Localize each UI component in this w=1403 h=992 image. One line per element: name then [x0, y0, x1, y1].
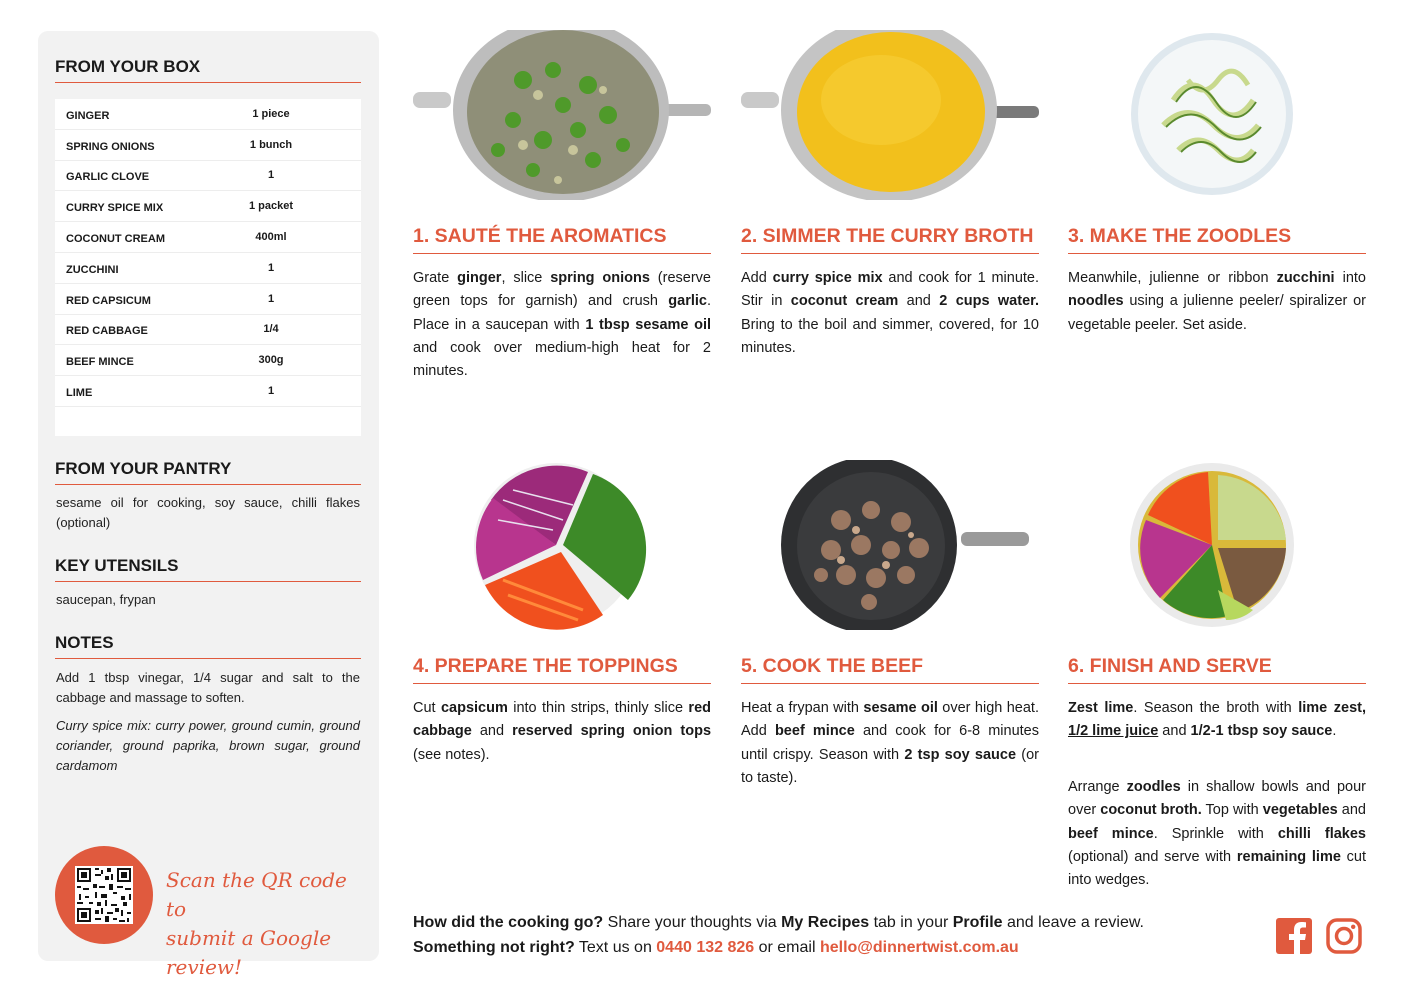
ingredient-name: RED CAPSICUM — [66, 294, 151, 307]
step-5-photo — [741, 460, 1039, 630]
ingredient-name: RED CABBAGE — [66, 325, 148, 338]
step-6-text-2: Arrange zoodles in shallow bowls and pour over coconut broth. Top with vegetables and beef mince. Sprinkle with chilli flakes (optional) and serve with remaining lime cut into wedges. — [1068, 779, 1367, 889]
notes-heading: NOTES — [55, 633, 361, 659]
ingredient-row — [55, 161, 361, 192]
step-2-photo — [741, 30, 1039, 200]
notes-text: Add 1 tbsp vinegar, 1/4 sugar and salt to the cabbage and massage to soften. — [56, 670, 360, 705]
step-6-text: Zest lime. Season the broth with lime zest, 1/2 lime juice and 1/2-1 tbsp soy sauce. — [1068, 700, 1366, 740]
ingredient-qty: 300g — [258, 354, 284, 367]
ingredient-row — [55, 284, 361, 315]
step-6-title: 6. FINISH AND SERVE — [1068, 655, 1366, 684]
ingredient-qty: 1 — [267, 292, 275, 305]
instagram-icon[interactable] — [1326, 918, 1362, 954]
facebook-icon[interactable] — [1276, 918, 1312, 954]
ingredient-qty: 1 packet — [248, 200, 294, 213]
ingredient-name: GINGER — [66, 109, 110, 122]
ingredient-row — [55, 253, 361, 284]
ingredient-row — [55, 315, 361, 346]
notes-italic-text: Curry spice mix: curry power, ground cumin, ground coriander, ground paprika, brown sugar, ground cardamom — [56, 718, 360, 773]
feedback-footer — [413, 910, 1273, 960]
ingredient-qty: 1 — [267, 261, 275, 274]
qr-line-2: submit a Google review! — [166, 926, 332, 979]
sidebar-panel — [38, 31, 379, 979]
ingredient-name: COCONUT CREAM — [66, 233, 165, 246]
ingredient-name: BEEF MINCE — [66, 356, 134, 369]
step-5-title: 5. COOK THE BEEF — [741, 655, 1039, 684]
step-1-text: Grate ginger, slice spring onions (reserve green tops for garnish) and crush garlic. Place in a saucepan with 1 tbsp sesame oil and cook over medium-high heat for 2 minutes. — [413, 270, 711, 380]
ingredient-name: ZUCCHINI — [66, 263, 119, 276]
step-2-text: Add curry spice mix and cook for 1 minute. Stir in coconut cream and 2 cups water. Bring to the boil and simmer, covered, for 10 minutes. — [741, 270, 1040, 356]
footer-line-1: How did the cooking go? Share your thoughts via My Recipes tab in your Profile and leave a review. — [413, 914, 1144, 931]
ingredient-name: SPRING ONIONS — [66, 140, 155, 153]
step-6-photo — [1068, 460, 1366, 630]
qr-line-1: Scan the QR code to — [166, 868, 347, 921]
ingredient-qty: 1 — [267, 169, 275, 182]
ingredient-name: LIME — [66, 387, 93, 400]
utensils-text: saucepan, frypan — [56, 592, 156, 607]
step-5-text: Heat a frypan with sesame oil over high heat. Add beef mince and cook for 6-8 minutes until crispy. Season with 2 tsp soy sauce (or to taste). — [741, 700, 1039, 786]
step-3-photo — [1068, 30, 1366, 200]
pantry-text: sesame oil for cooking, soy sauce, chilli flakes (optional) — [56, 495, 360, 530]
ingredient-row — [55, 99, 361, 130]
step-3-text: Meanwhile, julienne or ribbon zucchini into noodles using a julienne peeler/ spiralizer or vegetable peeler. Set aside. — [1068, 270, 1366, 333]
ingredient-qty: 1 bunch — [249, 138, 293, 151]
key-utensils-heading: KEY UTENSILS — [55, 556, 361, 582]
ingredient-qty: 400ml — [255, 231, 287, 244]
ingredient-qty: 1/4 — [263, 323, 279, 336]
email-link[interactable]: hello@dinnertwist.com.au — [819, 939, 1019, 956]
ingredient-row — [55, 191, 361, 222]
ingredient-name: CURRY SPICE MIX — [66, 202, 164, 215]
ingredients-table — [55, 99, 361, 436]
step-4-text: Cut capsicum into thin strips, thinly slice red cabbage and reserved spring onion tops (see notes). — [413, 700, 712, 763]
step-1-title: 1. SAUTÉ THE AROMATICS — [413, 225, 711, 254]
ingredient-name: GARLIC CLOVE — [66, 171, 150, 184]
ingredient-row — [55, 222, 361, 253]
ingredient-row — [55, 345, 361, 376]
step-2-title: 2. SIMMER THE CURRY BROTH — [741, 225, 1039, 254]
qr-review-text — [166, 866, 366, 982]
footer-line-2: Something not right? Text us on 0440 132 826 or email hello@dinnertwist.com.au — [413, 939, 1019, 956]
ingredient-qty: 1 — [267, 385, 275, 398]
from-your-pantry-heading: FROM YOUR PANTRY — [55, 459, 361, 485]
step-1-photo — [413, 30, 711, 200]
step-3-title: 3. MAKE THE ZOODLES — [1068, 225, 1366, 254]
from-your-box-heading: FROM YOUR BOX — [55, 57, 361, 83]
phone-link[interactable]: 0440 132 826 — [656, 939, 755, 956]
step-4-photo — [413, 460, 711, 630]
ingredient-row — [55, 376, 361, 407]
ingredient-qty: 1 piece — [252, 107, 290, 120]
ingredient-row — [55, 130, 361, 161]
qr-code-icon[interactable] — [75, 866, 133, 924]
step-4-title: 4. PREPARE THE TOPPINGS — [413, 655, 711, 684]
qr-badge[interactable] — [55, 846, 153, 944]
